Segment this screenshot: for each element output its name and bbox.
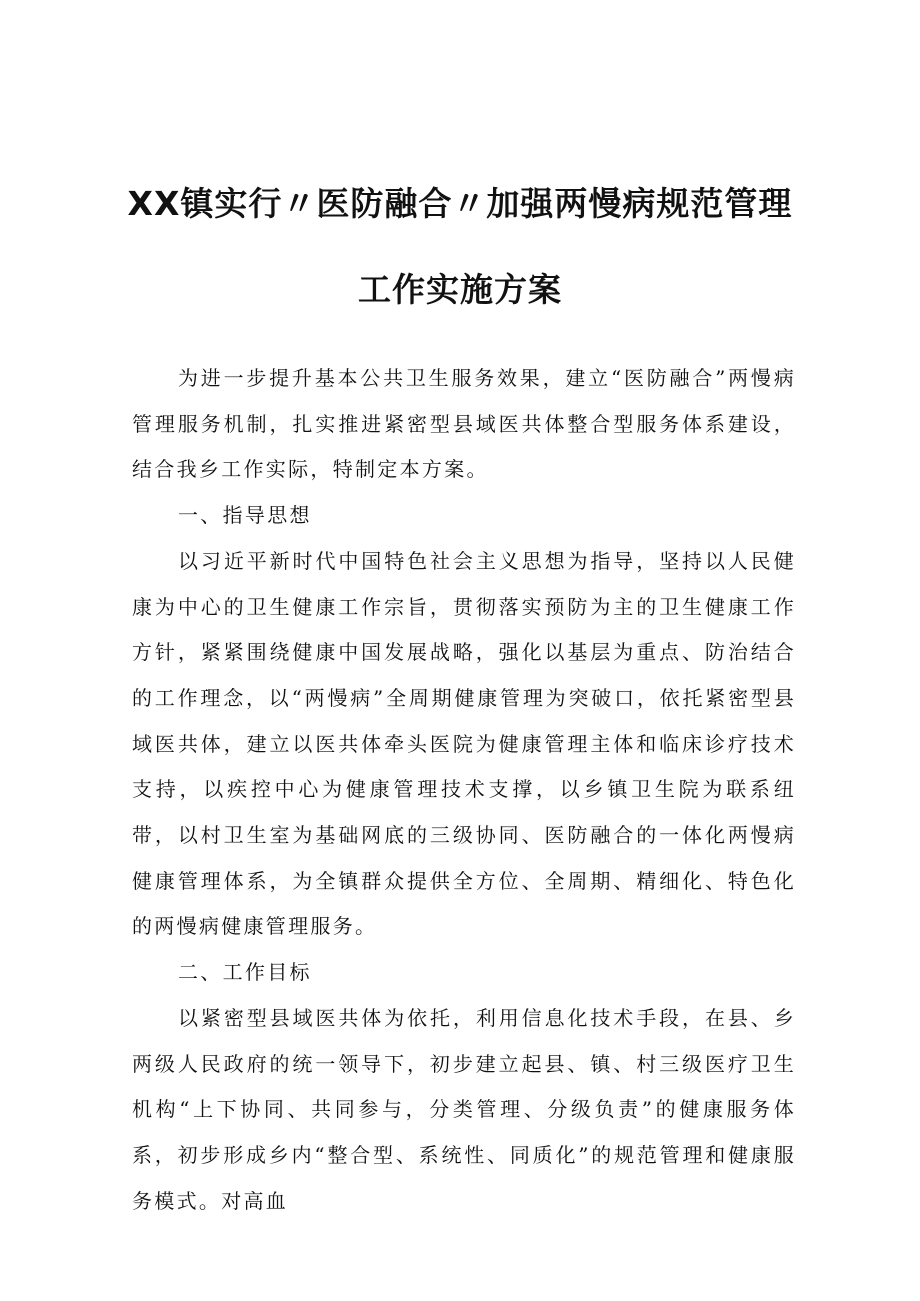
section-paragraph-work-goals: 以紧密型县域医共体为依托，利用信息化技术手段，在县、乡两级人民政府的统一领导下，初步建立起县、镇、村三级医疗卫生机构“上下协同、共同参与，分类管理、分级负责”的健康服务体系，初步形成乡内“整合型、系统性、同质化”的规范管理和健康服务模式。对高血	[132, 1005, 796, 1213]
intro-paragraph: 为进一步提升基本公共卫生服务效果，建立“医防融合”两慢病管理服务机制，扎实推进紧密型县域医共体整合型服务体系建设，结合我乡工作实际，特制定本方案。	[132, 366, 796, 482]
section-paragraph-guiding-ideology: 以习近平新时代中国特色社会主义思想为指导，坚持以人民健康为中心的卫生健康工作宗旨，贯彻落实预防为主的卫生健康工作方针，紧紧围绕健康中国发展战略，强化以基层为重点、防治结合的工作理念，以“两慢病”全周期健康管理为突破口，依托紧密型县域医共体，建立以医共体牵头医院为健康管理主体和临床诊疗技术支持，以疾控中心为健康管理技术支撑，以乡镇卫生院为联系纽带，以村卫生室为基础网底的三级协同、医防融合的一体化两慢病健康管理体系，为全镇群众提供全方位、全周期、精细化、特色化的两慢病健康管理服务。	[132, 548, 796, 939]
document-title-line-1: XX镇实行〃医防融合〃加强两慢病规范管理	[127, 184, 793, 223]
document-title-line-2: 工作实施方案	[358, 270, 562, 309]
document-body	[132, 356, 796, 1224]
section-heading-guiding-ideology: 一、指导思想	[178, 503, 312, 528]
section-heading-work-goals: 二、工作目标	[178, 960, 312, 985]
